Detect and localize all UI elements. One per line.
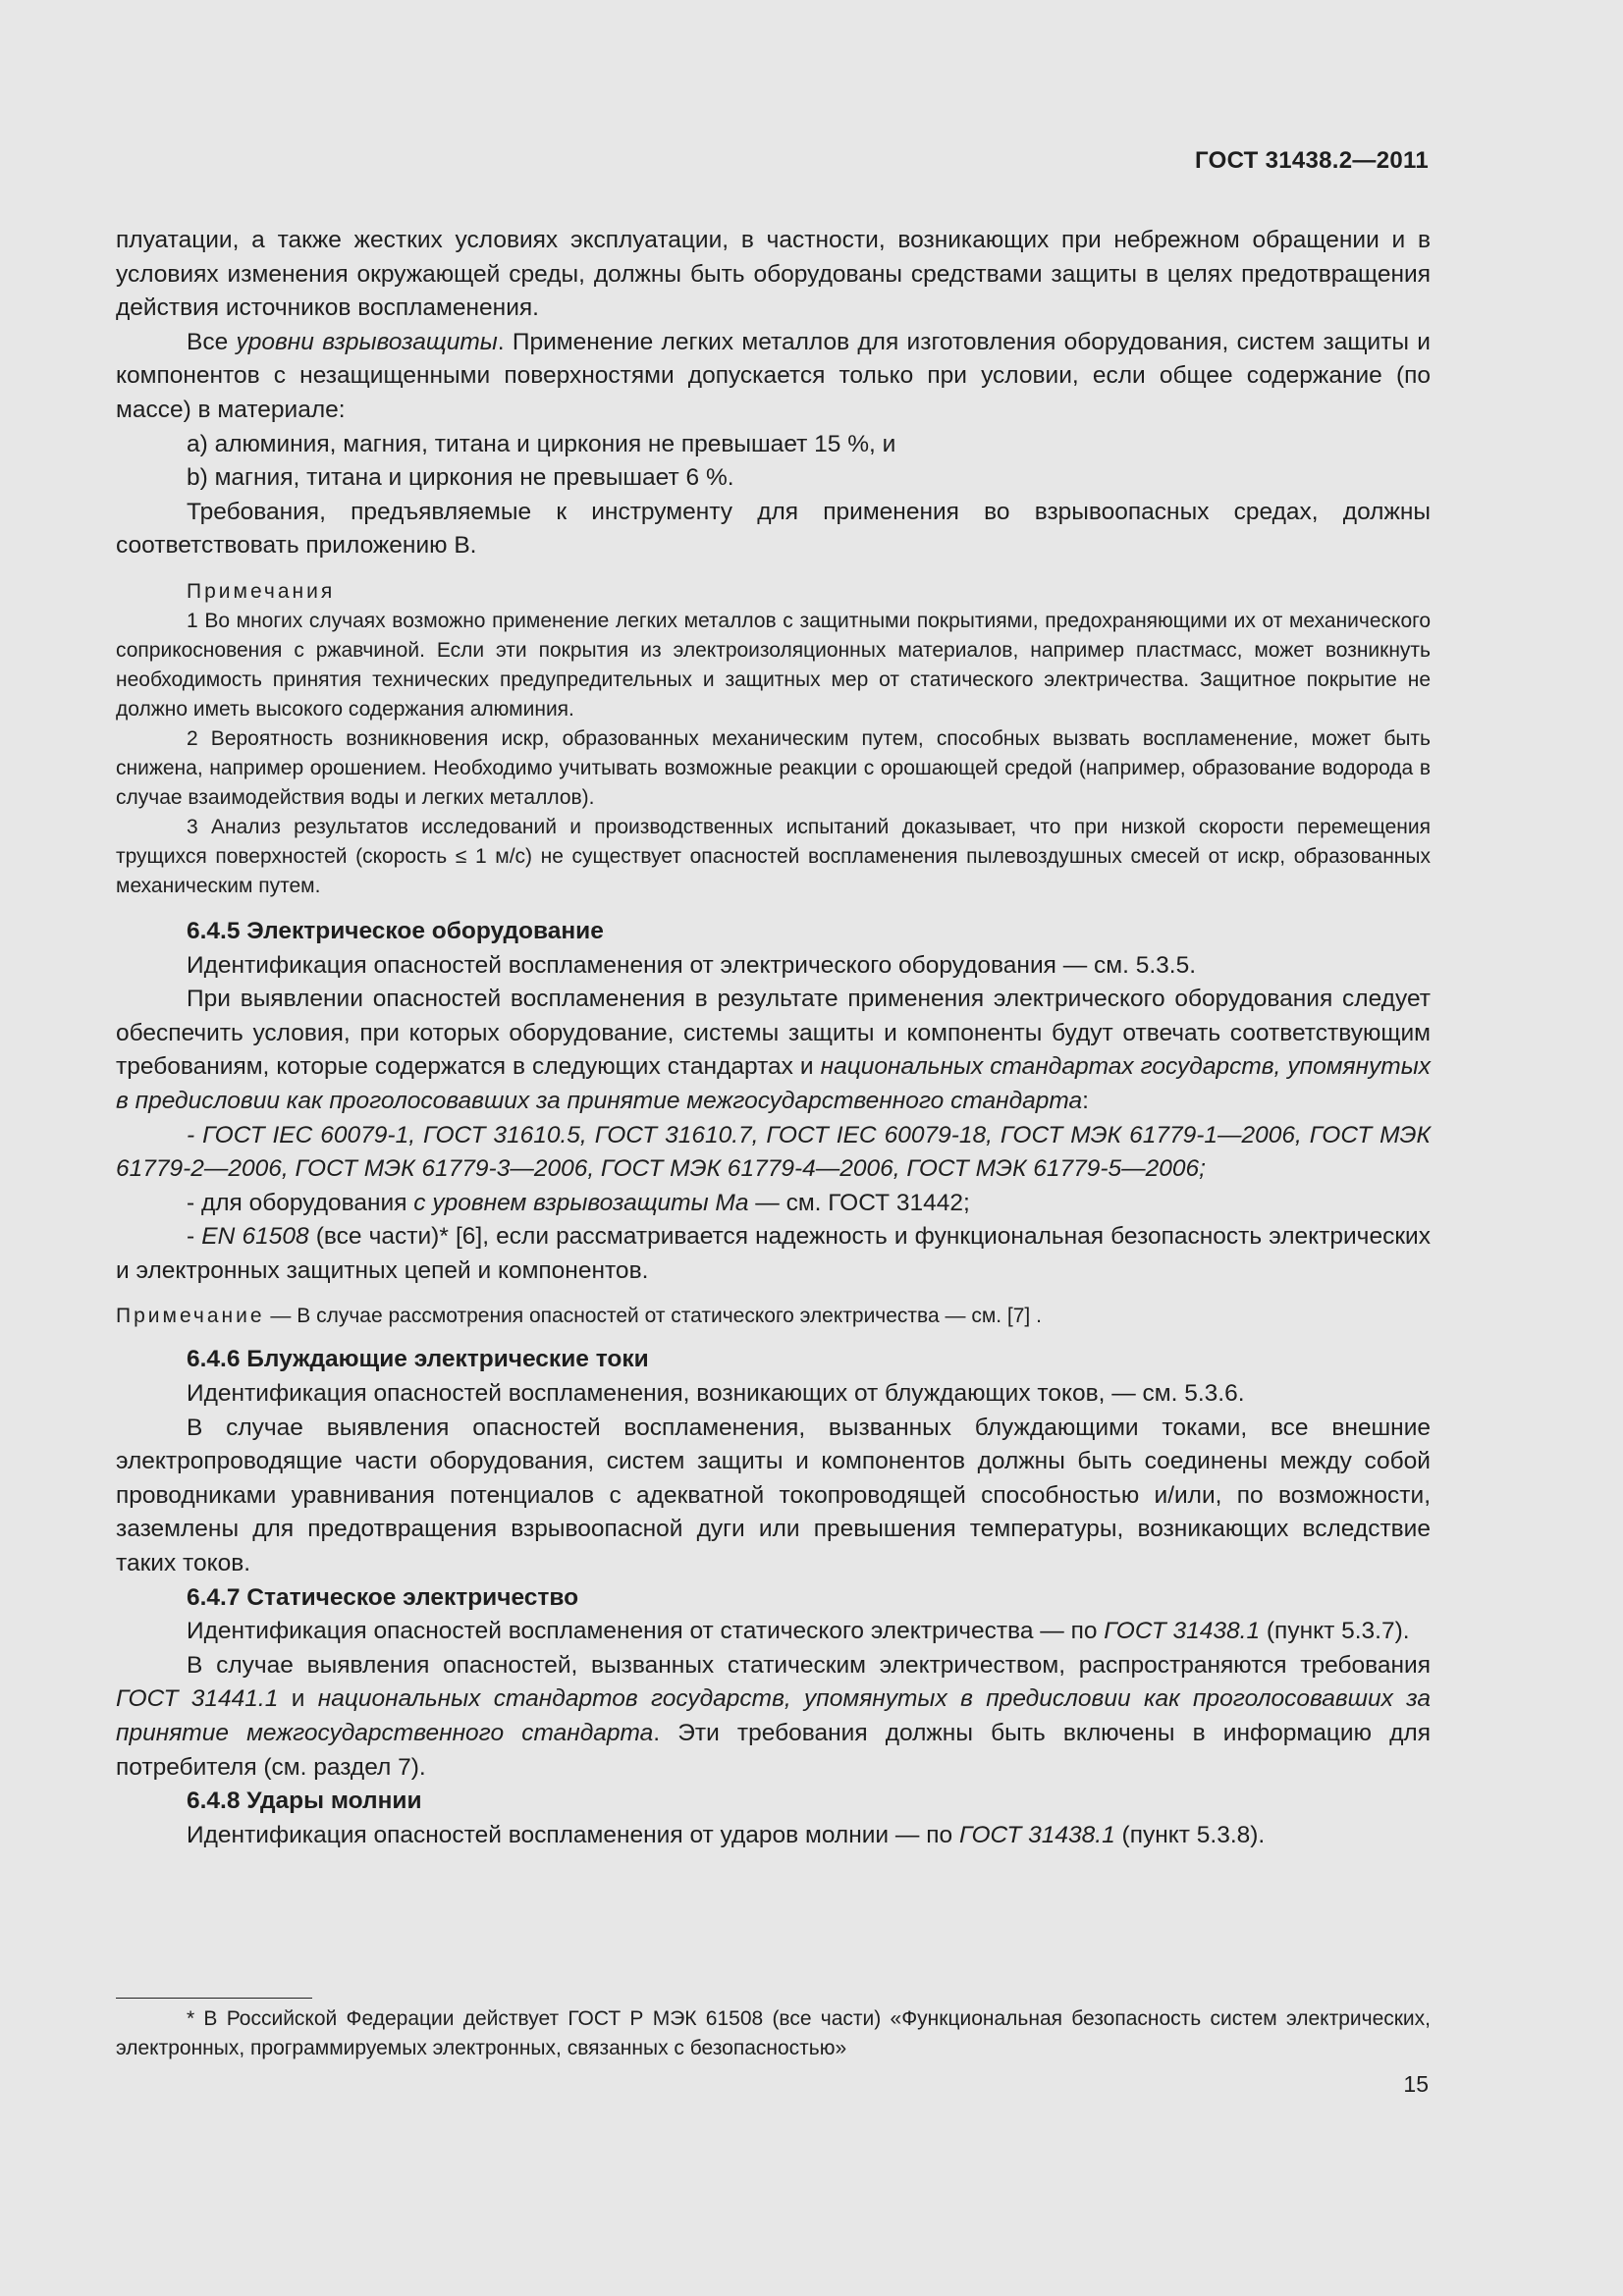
footnote xyxy=(116,2004,1431,2063)
list-item: - EN 61508 (все части)* [6], если рассматривается надежность и функциональная безопасность электрических и электронных защитных цепей и компонентов. xyxy=(116,1223,1431,1284)
page-body xyxy=(116,224,1431,1852)
footnote-text: * В Российской Федерации действует ГОСТ Р МЭК 61508 (все части) «Функциональная безопасность систем электрических, электронных, программируемых электронных, связанных с безопасностью» xyxy=(116,2007,1431,2059)
paragraph: Идентификация опасностей воспламенения, возникающих от блуждающих токов, — см. 5.3.6. xyxy=(187,1380,1245,1408)
paragraph: Идентификация опасностей воспламенения от электрического оборудования — см. 5.3.5. xyxy=(187,951,1197,979)
section-heading: 6.4.7 Статическое электричество xyxy=(187,1583,579,1611)
paragraph: В случае выявления опасностей, вызванных статическим электричеством, распространяются требования ГОСТ 31441.1 и национальных стандартов государств, упомянутых в предисловии как проголосовавших за принятие межгосударственного стандарта. Эти требования должны быть включены в информацию для потребителя (см. раздел 7). xyxy=(116,1651,1431,1781)
paragraph: Требования, предъявляемые к инструменту для применения во взрывоопасных средах, должны соответствовать приложению B. xyxy=(116,498,1431,560)
footnote-divider xyxy=(116,1998,312,1999)
note-item: 2 Вероятность возникновения искр, образованных механическим путем, способных вызвать воспламенение, может быть снижена, например орошением. Необходимо учитывать возможные реакции с орошающей средой (например, образование водорода в случае взаимодействия воды и легких металлов). xyxy=(116,726,1431,809)
page-number: 15 xyxy=(1403,2071,1429,2097)
paragraph: При выявлении опасностей воспламенения в результате применения электрического оборудования следует обеспечить условия, при которых оборудование, системы защиты и компоненты будут отвечать соответствующим требованиям, которые содержатся в следующих стандартах и национальных стандартах государств, упомянутых в предисловии как проголосовавших за принятие межгосударственного стандарта: xyxy=(116,986,1431,1114)
note-item: 3 Анализ результатов исследований и производственных испытаний доказывает, что при низкой скорости перемещения трущихся поверхностей (скорость ≤ 1 м/с) не существует опасностей воспламенения пылевоздушных смесей от искр, образованных механическим путем. xyxy=(116,815,1431,897)
paragraph: Идентификация опасностей воспламенения от статического электричества — по ГОСТ 31438.1 (пункт 5.3.7). xyxy=(187,1618,1410,1645)
section-heading: 6.4.5 Электрическое оборудование xyxy=(187,917,604,944)
list-item: - ГОСТ IEC 60079-1, ГОСТ 31610.5, ГОСТ 31610.7, ГОСТ IEC 60079-18, ГОСТ МЭК 61779-1—2006, ГОСТ МЭК 61779-2—2006, ГОСТ МЭК 61779-3—2006, ГОСТ МЭК 61779-4—2006, ГОСТ МЭК 61779-5—2006; xyxy=(116,1121,1431,1183)
paragraph: В случае выявления опасностей воспламенения, вызванных блуждающими токами, все внешние электропроводящие части оборудования, систем защиты и компонентов должны быть соединены между собой проводниками уравнивания потенциалов с адекватной токопроводящей способностью и/или, по возможности, заземлены для предотвращения взрывоопасной дуги или превышения температуры, возникающих вследствие таких токов. xyxy=(116,1414,1431,1577)
paragraph: плуатации, а также жестких условиях эксплуатации, в частности, возникающих при небрежном обращении и в условиях изменения окружающей среды, должны быть оборудованы средствами защиты в целях предотвращения действия источников воспламенения. xyxy=(116,227,1431,322)
notes-block xyxy=(116,577,1431,901)
section-heading: 6.4.8 Удары молнии xyxy=(187,1788,422,1815)
paragraph: Идентификация опасностей воспламенения от ударов молнии — по ГОСТ 31438.1 (пункт 5.3.8). xyxy=(187,1821,1266,1848)
paragraph: Все уровни взрывозащиты. Применение легких металлов для изготовления оборудования, систем защиты и компонентов с незащищенными поверхностями допускается только при условии, если общее содержание (по массе) в материале: xyxy=(116,328,1431,423)
list-item: b) магния, титана и циркония не превышает 6 %. xyxy=(187,464,734,492)
section-heading: 6.4.6 Блуждающие электрические токи xyxy=(187,1346,649,1373)
section-note: Примечание — В случае рассмотрения опасностей от статического электричества — см. [7] . xyxy=(116,1305,1042,1328)
notes-title: Примечания xyxy=(187,579,336,603)
document-id-header: ГОСТ 31438.2—2011 xyxy=(1195,147,1429,174)
list-item: a) алюминия, магния, титана и циркония не превышает 15 %, и xyxy=(187,430,896,457)
list-item: - для оборудования с уровнем взрывозащиты Ma — см. ГОСТ 31442; xyxy=(187,1189,970,1216)
note-item: 1 Во многих случаях возможно применение легких металлов с защитными покрытиями, предохраняющими их от механического соприкосновения с ржавчиной. Если эти покрытия из электроизоляционных материалов, например пластмасс, может возникнуть необходимость принятия технических предупредительных и защитных мер от статического электричества. Защитное покрытие не должно иметь высокого содержания алюминия. xyxy=(116,609,1431,721)
